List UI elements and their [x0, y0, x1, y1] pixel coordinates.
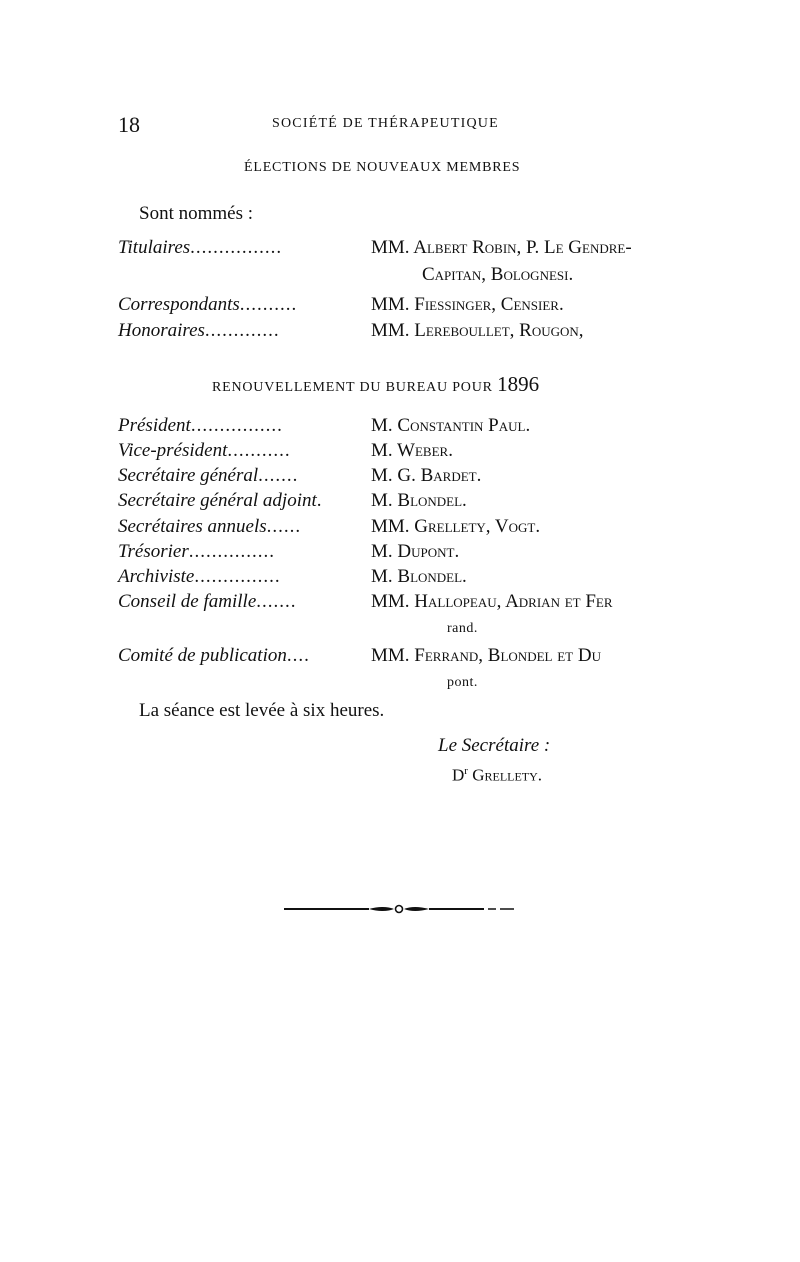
- correspondants-label: Correspondants..........: [118, 294, 298, 315]
- bureau-value-vice-president: M. Weber.: [371, 440, 453, 461]
- bureau-value-president: M. Constantin Paul.: [371, 415, 531, 436]
- titulaires-value: MM. Albert Robin, P. Le Gendre-: [371, 237, 632, 258]
- bureau-value-secretaire-general: M. G. Bardet.: [371, 465, 482, 486]
- bureau-value-comite-publication-cont: pont.: [447, 675, 478, 690]
- honoraires-label: Honoraires.............: [118, 320, 280, 341]
- end-ornament: [284, 901, 514, 917]
- honoraires-value: MM. Lereboullet, Rougon,: [371, 320, 584, 341]
- bureau-value-tresorier: M. Dupont.: [371, 541, 460, 562]
- page-number: 18: [118, 112, 140, 137]
- elections-title: ÉLECTIONS DE NOUVEAUX MEMBRES: [244, 160, 521, 175]
- running-head: SOCIÉTÉ DE THÉRAPEUTIQUE: [272, 116, 499, 131]
- bureau-label-tresorier: Trésorier...............: [118, 541, 275, 562]
- bureau-value-comite-publication: MM. Ferrand, Blondel et Du: [371, 645, 601, 666]
- bureau-value-conseil-famille-cont: rand.: [447, 621, 478, 636]
- bureau-label-comite-publication: Comité de publication....: [118, 645, 310, 666]
- elections-intro: Sont nommés :: [139, 203, 254, 224]
- bureau-value-conseil-famille: MM. Hallopeau, Adrian et Fer: [371, 591, 613, 612]
- bureau-year: 1896: [497, 372, 540, 396]
- bureau-value-archiviste: M. Blondel.: [371, 566, 467, 587]
- signature-label: Le Secrétaire :: [438, 735, 551, 756]
- bureau-label-secretaires-annuels: Secrétaires annuels......: [118, 516, 302, 537]
- closing-text: La séance est levée à six heures.: [139, 700, 385, 721]
- bureau-value-secretaire-adjoint: M. Blondel.: [371, 490, 467, 511]
- titulaires-value-cont: Capitan, Bolognesi.: [422, 264, 574, 285]
- titulaires-label: Titulaires................: [118, 237, 283, 258]
- bureau-label-secretaire-general: Secrétaire général.......: [118, 465, 299, 486]
- bureau-title: RENOUVELLEMENT DU BUREAU POUR 1896: [212, 372, 540, 396]
- bureau-value-secretaires-annuels: MM. Grellety, Vogt.: [371, 516, 541, 537]
- bureau-label-president: Président................: [118, 415, 283, 436]
- bureau-label-archiviste: Archiviste...............: [118, 566, 281, 587]
- bureau-label-conseil-famille: Conseil de famille.......: [118, 591, 297, 612]
- correspondants-value: MM. Fiessinger, Censier.: [371, 294, 564, 315]
- bureau-label-secretaire-adjoint: Secrétaire général adjoint.: [118, 490, 323, 511]
- signature-name: $D^r$ Grellety.: [452, 765, 543, 785]
- bureau-label-vice-president: Vice-président...........: [118, 440, 291, 461]
